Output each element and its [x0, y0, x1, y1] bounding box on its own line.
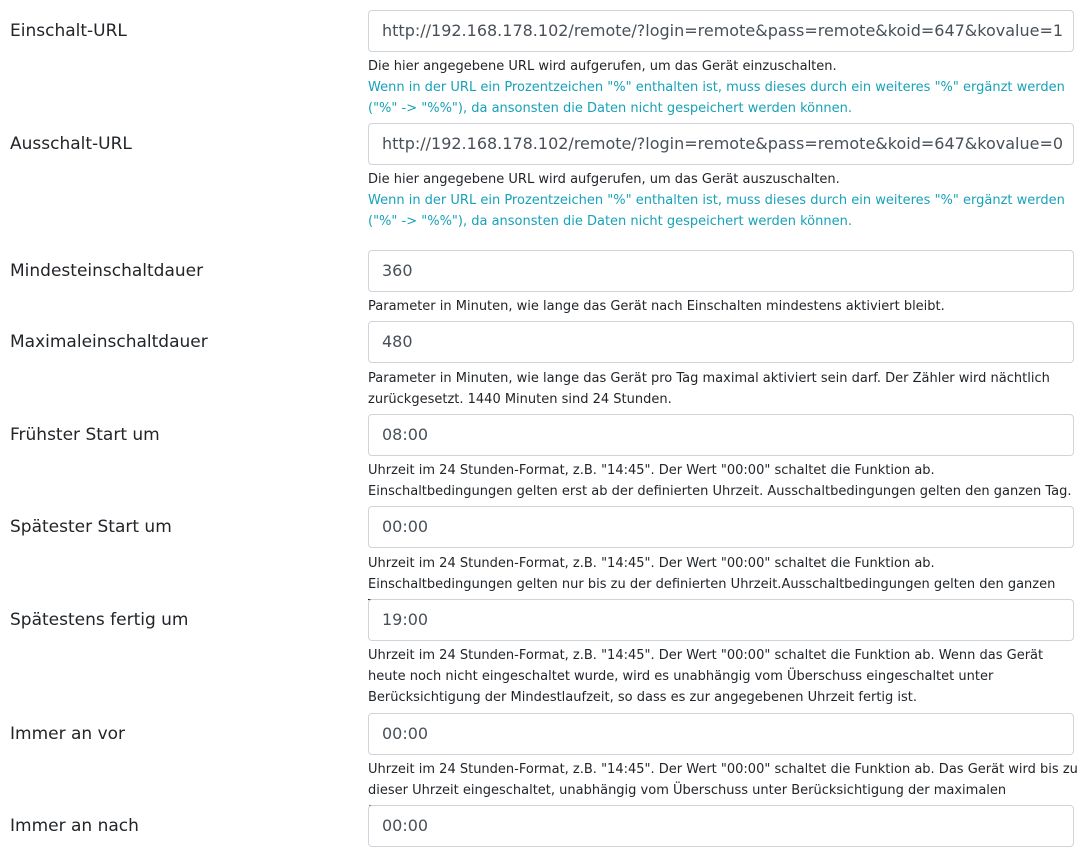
- help-text: Uhrzeit im 24 Stunden-Format, z.B. "14:45". Der Wert "00:00" schaltet die Funktion ab. Einschaltbedingungen gelten nur bis zu der definierten Uhrzeit.Ausschaltbedingungen gelten den ganzen: [368, 556, 1056, 592]
- field-label: Ausschalt-URL: [10, 134, 132, 154]
- help-text: Parameter in Minuten, wie lange das Gerät nach Einschalten mindestens aktiviert bleibt.: [368, 299, 945, 314]
- fruehster-start-input[interactable]: 08:00: [368, 414, 1074, 456]
- immer-an-vor-input[interactable]: 00:00: [368, 713, 1074, 755]
- help-text: Die hier angegebene URL wird aufgerufen, um das Gerät einzuschalten.: [368, 59, 837, 74]
- field-label: Mindesteinschaltdauer: [10, 261, 204, 281]
- help-text: Uhrzeit im 24 Stunden-Format, z.B. "14:45". Der Wert "00:00" schaltet die Funktion ab. Einschaltbedingungen gelten erst ab der definierten Uhrzeit. Ausschaltbedingungen gelten den ganzen Tag.: [368, 463, 1072, 499]
- help-text: Uhrzeit im 24 Stunden-Format, z.B. "14:45". Der Wert "00:00" schaltet die Funktion ab. Wenn das Gerät heute noch nicht eingeschaltet wurde, wird es unabhängig vom Überschuss eingeschaltet unter Berücksichtigung der Mindestlaufzeit, so dass es zur angegebenen Uhrzeit fertig ist.: [368, 648, 1044, 705]
- mindesteinschaltdauer-input[interactable]: 360: [368, 250, 1074, 292]
- warning-text: Wenn in der URL ein Prozentzeichen "%" enthalten ist, muss dieses durch ein weiteres "%" ergänzt werden ("%" -> "%%"), da ansonsten die Daten nicht gespeichert werden können.: [368, 193, 1065, 229]
- help-text: Parameter in Minuten, wie lange das Gerät pro Tag maximal aktiviert sein darf. Der Zähler wird nächtlich zurückgesetzt. 1440 Minuten sind 24 Stunden.: [368, 371, 1050, 407]
- immer-an-nach-input[interactable]: 00:00: [368, 805, 1074, 847]
- help-text: Die hier angegebene URL wird aufgerufen, um das Gerät auszuschalten.: [368, 172, 840, 187]
- field-label: Spätestens fertig um: [10, 610, 189, 630]
- help-text: Uhrzeit im 24 Stunden-Format, z.B. "14:45". Der Wert "00:00" schaltet die Funktion ab. Das Gerät wird bis zu dieser Uhrzeit eingeschaltet, unabhängig vom Überschuss unter Berücksichtigung der maximalen: [368, 762, 1078, 798]
- warning-text: Wenn in der URL ein Prozentzeichen "%" enthalten ist, muss dieses durch ein weiteres "%" ergänzt werden ("%" -> "%%"), da ansonsten die Daten nicht gespeichert werden können.: [368, 80, 1065, 116]
- ausschalt-url-input[interactable]: http://192.168.178.102/remote/?login=remote&pass=remote&koid=647&kovalue=0: [368, 123, 1074, 165]
- spaetester-start-input[interactable]: 00:00: [368, 506, 1074, 548]
- field-label: Maximaleinschaltdauer: [10, 332, 208, 352]
- field-label: Spätester Start um: [10, 517, 172, 537]
- einschalt-url-input[interactable]: http://192.168.178.102/remote/?login=remote&pass=remote&koid=647&kovalue=1: [368, 10, 1074, 52]
- maximaleinschaltdauer-input[interactable]: 480: [368, 321, 1074, 363]
- field-label: Immer an vor: [10, 724, 126, 744]
- field-label: Einschalt-URL: [10, 21, 127, 41]
- spaetestens-fertig-input[interactable]: 19:00: [368, 599, 1074, 641]
- field-label: Frühster Start um: [10, 425, 160, 445]
- field-label: Immer an nach: [10, 816, 139, 836]
